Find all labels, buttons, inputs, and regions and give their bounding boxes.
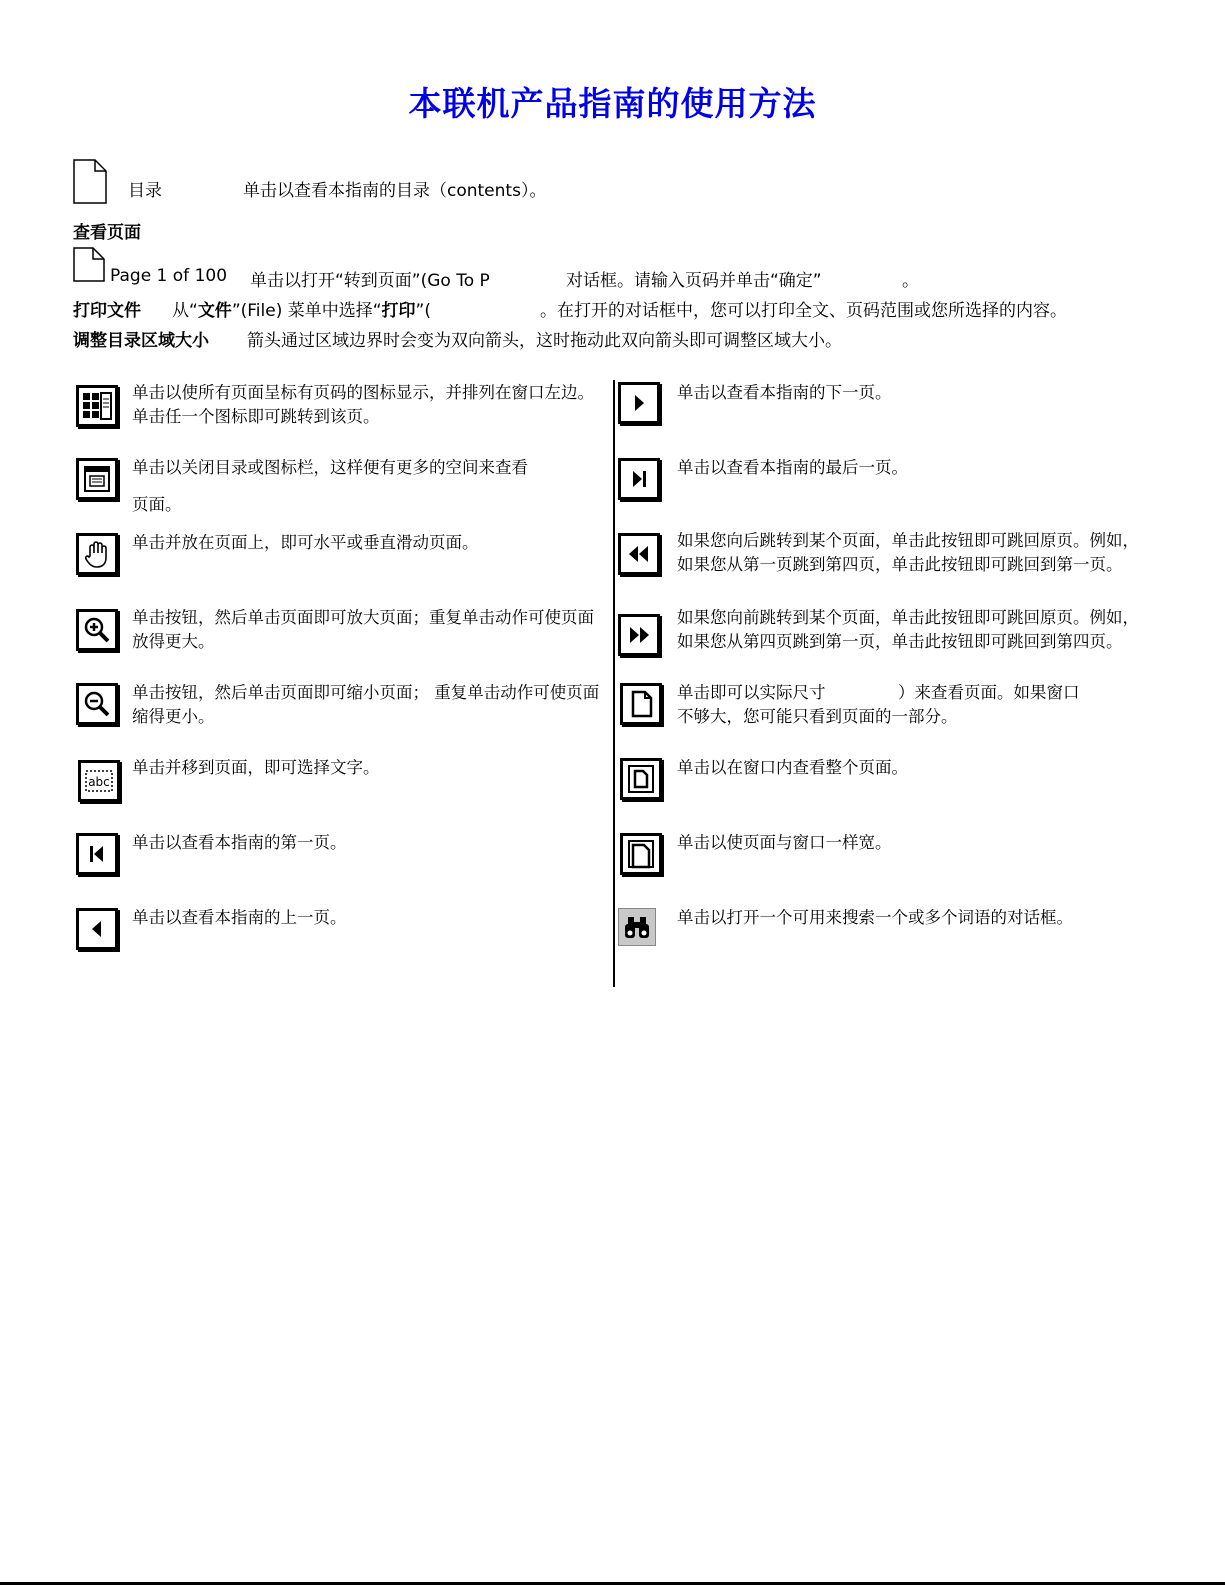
last-page-icon bbox=[624, 464, 654, 494]
next-page-desc: 单击以查看本指南的下一页。 bbox=[677, 383, 892, 402]
page-title: 本联机产品指南的使用方法 bbox=[408, 84, 817, 123]
fit-width-desc: 单击以使页面与窗口一样宽。 bbox=[677, 833, 892, 852]
file-menu-name: 文件 bbox=[197, 301, 232, 321]
previous-page-button[interactable] bbox=[76, 908, 118, 950]
toc-desc: 单击以查看本指南的目录（contents）。 bbox=[243, 181, 547, 201]
go-back-icon bbox=[624, 539, 654, 569]
close-pane-button[interactable] bbox=[76, 458, 118, 500]
text-select-desc: 单击并移到页面，即可选择文字。 bbox=[132, 758, 380, 777]
first-page-desc: 单击以查看本指南的第一页。 bbox=[132, 833, 347, 852]
thumbnails-icon bbox=[80, 389, 114, 423]
go-forward-desc: 如果您向前跳转到某个页面，单击此按钮即可跳回原页。例如，如果您从第四页跳到第一页，单击此按钮即可跳回到第四页。 bbox=[677, 608, 1139, 651]
close-pane-desc: 单击以关闭目录或图标栏，这样便有更多的空间来查看 bbox=[132, 458, 528, 477]
find-icon bbox=[621, 912, 653, 942]
next-page-icon bbox=[624, 388, 654, 418]
first-page-icon bbox=[82, 839, 112, 869]
print-text-d: 。在打开的对话框中，您可以打印全文、页码范围或您所选择的内容。 bbox=[540, 301, 1067, 321]
hand-icon bbox=[81, 538, 113, 570]
actual-size-button[interactable] bbox=[620, 683, 662, 725]
print-text-a: 从“ bbox=[172, 301, 198, 321]
actual-size-desc-b: ）来查看页面。如果窗口 bbox=[898, 683, 1080, 702]
find-desc: 单击以打开一个可用来搜索一个或多个词语的对话框。 bbox=[677, 908, 1073, 927]
go-back-desc: 如果您向后跳转到某个页面，单击此按钮即可跳回原页。例如，如果您从第一页跳到第四页，单击此按钮即可跳回到第一页。 bbox=[677, 531, 1139, 574]
page-indicator-label[interactable]: Page 1 of 100 bbox=[110, 266, 228, 286]
next-page-button[interactable] bbox=[618, 382, 660, 424]
actual-size-desc: 单击即可以实际尺寸 bbox=[677, 683, 826, 702]
go-back-button[interactable] bbox=[618, 533, 660, 575]
fit-page-desc: 单击以在窗口内查看整个页面。 bbox=[677, 758, 908, 777]
hand-tool-desc: 单击并放在页面上，即可水平或垂直滑动页面。 bbox=[132, 533, 479, 552]
toc-label: 目录 bbox=[128, 181, 162, 201]
zoom-out-button[interactable] bbox=[76, 683, 118, 725]
close-pane-desc-2: 页面。 bbox=[132, 495, 182, 514]
print-menu-name: 打印 bbox=[381, 301, 416, 321]
zoom-out-icon bbox=[82, 689, 112, 719]
zoom-in-desc: 单击按钮，然后单击页面即可放大页面；重复单击动作可使页面放得更大。 bbox=[132, 608, 594, 651]
thumbnails-button[interactable] bbox=[76, 385, 118, 427]
page-indicator-icon[interactable] bbox=[73, 247, 105, 282]
resize-label: 调整目录区域大小 bbox=[73, 331, 209, 351]
fit-page-button[interactable] bbox=[620, 758, 662, 800]
zoom-out-desc: 单击按钮，然后单击页面即可缩小页面； 重复单击动作可使页面缩得更小。 bbox=[132, 683, 600, 726]
print-desc bbox=[172, 296, 431, 321]
go-forward-button[interactable] bbox=[618, 614, 660, 656]
page-indicator-desc-3: 。 bbox=[902, 271, 919, 291]
fit-width-icon bbox=[626, 838, 656, 870]
svg-text:abc: abc bbox=[88, 775, 110, 789]
print-label: 打印文件 bbox=[73, 301, 141, 321]
page-indicator-desc-2: 对话框。请输入页码并单击“确定” bbox=[566, 271, 822, 291]
previous-page-icon bbox=[82, 914, 112, 944]
text-select-button[interactable] bbox=[78, 760, 120, 802]
fit-width-button[interactable] bbox=[620, 833, 662, 875]
zoom-in-icon bbox=[82, 615, 112, 645]
thumbnails-desc: 单击以使所有页面呈标有页码的图标显示，并排列在窗口左边。单击任一个图标即可跳转到该页。 bbox=[132, 383, 594, 426]
close-pane-icon bbox=[82, 464, 112, 494]
document-icon[interactable] bbox=[73, 159, 107, 204]
hand-tool-button[interactable] bbox=[76, 533, 118, 575]
fit-page-icon bbox=[626, 763, 656, 795]
first-page-button[interactable] bbox=[76, 833, 118, 875]
text-select-icon bbox=[83, 766, 115, 796]
last-page-button[interactable] bbox=[618, 458, 660, 500]
print-text-c: ”( bbox=[415, 301, 431, 321]
column-divider bbox=[613, 380, 615, 987]
find-button[interactable] bbox=[618, 908, 656, 946]
actual-size-desc-2: 不够大，您可能只看到页面的一部分。 bbox=[677, 707, 958, 726]
page-indicator-desc: 单击以打开“转到页面”(Go To P bbox=[250, 271, 490, 291]
previous-page-desc: 单击以查看本指南的上一页。 bbox=[132, 908, 347, 927]
view-heading: 查看页面 bbox=[73, 223, 141, 243]
go-forward-icon bbox=[624, 620, 654, 650]
zoom-in-button[interactable] bbox=[76, 609, 118, 651]
print-text-b: ”(File) 菜单中选择“ bbox=[231, 301, 382, 321]
actual-size-icon bbox=[626, 688, 656, 720]
resize-desc: 箭头通过区域边界时会变为双向箭头，这时拖动此双向箭头即可调整区域大小。 bbox=[247, 331, 842, 351]
last-page-desc: 单击以查看本指南的最后一页。 bbox=[677, 458, 908, 477]
